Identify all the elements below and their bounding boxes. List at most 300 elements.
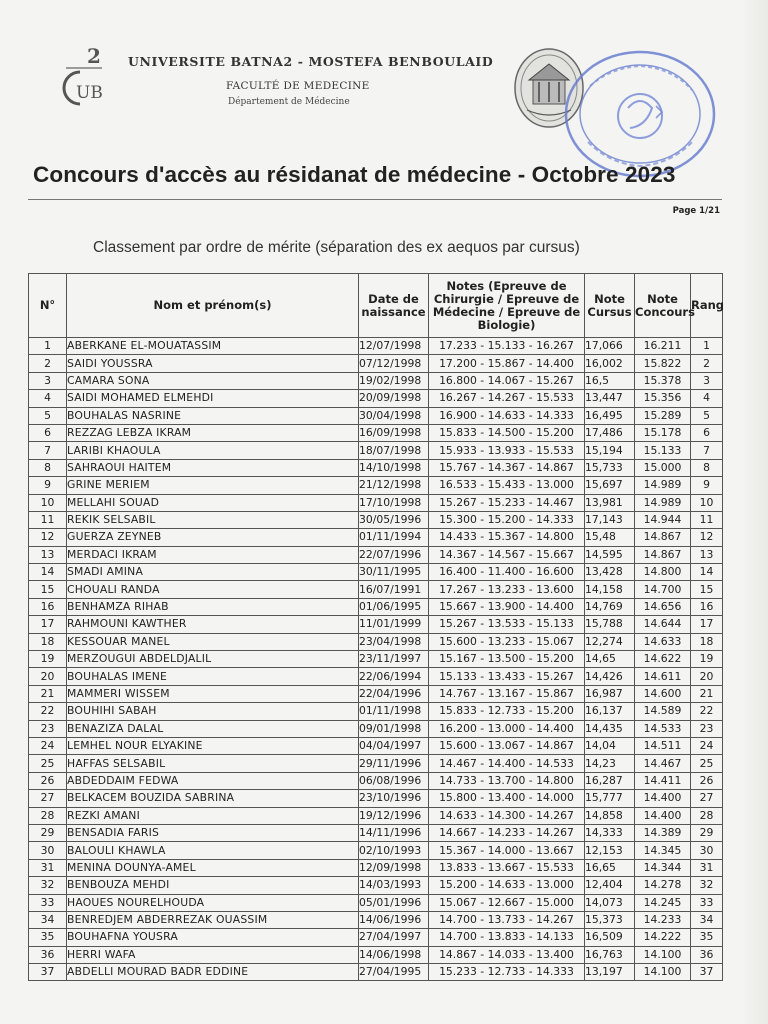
table-row <box>29 633 723 650</box>
cell-notes: 14.633 - 14.300 - 14.267 <box>429 807 585 824</box>
cell-num: 17 <box>29 616 67 633</box>
table-header-row <box>29 274 723 338</box>
cell-note-cursus: 15,373 <box>585 911 635 928</box>
table-row <box>29 529 723 546</box>
cell-note-concours: 14.944 <box>635 511 691 528</box>
cell-notes: 14.767 - 13.167 - 15.867 <box>429 685 585 702</box>
cell-num: 1 <box>29 338 67 355</box>
cell-rank: 24 <box>691 737 723 754</box>
cell-note-cursus: 16,509 <box>585 929 635 946</box>
cell-name: BENSADIA FARIS <box>67 824 359 841</box>
table-row <box>29 720 723 737</box>
cell-num: 7 <box>29 442 67 459</box>
cell-notes: 16.200 - 13.000 - 14.400 <box>429 720 585 737</box>
cell-rank: 20 <box>691 668 723 685</box>
cell-num: 13 <box>29 546 67 563</box>
table-row <box>29 338 723 355</box>
cell-notes: 17.233 - 15.133 - 16.267 <box>429 338 585 355</box>
cell-notes: 15.833 - 14.500 - 15.200 <box>429 424 585 441</box>
cell-note-concours: 14.989 <box>635 477 691 494</box>
ranking-subtitle: Classement par ordre de mérite (séparation des ex aequos par cursus) <box>93 239 580 256</box>
cell-name: BOUHALAS NASRINE <box>67 407 359 424</box>
table-row <box>29 424 723 441</box>
cell-rank: 37 <box>691 964 723 981</box>
cell-birth-date: 05/01/1996 <box>359 894 429 911</box>
cell-num: 37 <box>29 964 67 981</box>
cell-name: REZZAG LEBZA IKRAM <box>67 424 359 441</box>
table-row <box>29 477 723 494</box>
cell-birth-date: 14/10/1998 <box>359 459 429 476</box>
cell-note-cursus: 14,426 <box>585 668 635 685</box>
document-title: Concours d'accès au résidanat de médecine - Octobre 2023 <box>33 162 676 187</box>
cell-birth-date: 12/07/1998 <box>359 338 429 355</box>
cell-note-cursus: 14,435 <box>585 720 635 737</box>
cell-name: SAHRAOUI HAITEM <box>67 459 359 476</box>
cell-name: BALOULI KHAWLA <box>67 842 359 859</box>
cell-notes: 15.933 - 13.933 - 15.533 <box>429 442 585 459</box>
cell-note-concours: 14.533 <box>635 720 691 737</box>
cell-note-cursus: 14,073 <box>585 894 635 911</box>
cell-note-cursus: 16,002 <box>585 355 635 372</box>
cell-num: 19 <box>29 651 67 668</box>
cell-note-cursus: 13,981 <box>585 494 635 511</box>
cell-note-cursus: 13,197 <box>585 964 635 981</box>
cell-rank: 22 <box>691 703 723 720</box>
title-divider <box>28 199 722 200</box>
cell-notes: 17.267 - 13.233 - 13.600 <box>429 581 585 598</box>
cell-num: 28 <box>29 807 67 824</box>
cell-note-concours: 14.400 <box>635 790 691 807</box>
cell-notes: 15.067 - 12.667 - 15.000 <box>429 894 585 911</box>
cell-name: BELKACEM BOUZIDA SABRINA <box>67 790 359 807</box>
cell-birth-date: 02/10/1993 <box>359 842 429 859</box>
cell-name: SMADI AMINA <box>67 564 359 581</box>
cell-rank: 16 <box>691 598 723 615</box>
cell-note-cursus: 12,153 <box>585 842 635 859</box>
official-stamp-icon <box>560 46 716 180</box>
cell-note-cursus: 15,777 <box>585 790 635 807</box>
cell-rank: 29 <box>691 824 723 841</box>
table-row <box>29 703 723 720</box>
cell-note-cursus: 14,65 <box>585 651 635 668</box>
cell-name: MELLAHI SOUAD <box>67 494 359 511</box>
cell-name: REZKI AMANI <box>67 807 359 824</box>
cell-note-cursus: 16,287 <box>585 772 635 789</box>
cell-name: MERZOUGUI ABDELDJALIL <box>67 651 359 668</box>
cell-num: 30 <box>29 842 67 859</box>
cell-rank: 4 <box>691 390 723 407</box>
cell-notes: 15.833 - 12.733 - 15.200 <box>429 703 585 720</box>
cell-note-concours: 15.178 <box>635 424 691 441</box>
cell-note-concours: 14.278 <box>635 877 691 894</box>
cell-note-concours: 14.800 <box>635 564 691 581</box>
header-cursus: Note Cursus <box>585 274 635 338</box>
cell-rank: 18 <box>691 633 723 650</box>
cell-birth-date: 22/06/1994 <box>359 668 429 685</box>
cell-note-cursus: 16,495 <box>585 407 635 424</box>
cell-rank: 15 <box>691 581 723 598</box>
cell-name: MAMMERI WISSEM <box>67 685 359 702</box>
cell-name: BENAZIZA DALAL <box>67 720 359 737</box>
cell-rank: 28 <box>691 807 723 824</box>
cell-note-concours: 16.211 <box>635 338 691 355</box>
cell-name: ABDEDDAIM FEDWA <box>67 772 359 789</box>
cell-notes: 16.400 - 11.400 - 16.600 <box>429 564 585 581</box>
cell-notes: 16.900 - 14.633 - 14.333 <box>429 407 585 424</box>
cell-notes: 16.267 - 14.267 - 15.533 <box>429 390 585 407</box>
cell-note-concours: 14.400 <box>635 807 691 824</box>
cell-num: 4 <box>29 390 67 407</box>
cell-num: 12 <box>29 529 67 546</box>
cell-rank: 5 <box>691 407 723 424</box>
table-row <box>29 355 723 372</box>
cell-rank: 3 <box>691 372 723 389</box>
cell-notes: 13.833 - 13.667 - 15.533 <box>429 859 585 876</box>
cell-notes: 15.267 - 15.233 - 14.467 <box>429 494 585 511</box>
cell-rank: 35 <box>691 929 723 946</box>
cell-birth-date: 16/07/1991 <box>359 581 429 598</box>
cell-birth-date: 29/11/1996 <box>359 755 429 772</box>
cell-birth-date: 12/09/1998 <box>359 859 429 876</box>
cell-note-cursus: 14,595 <box>585 546 635 563</box>
cell-notes: 15.367 - 14.000 - 13.667 <box>429 842 585 859</box>
cell-birth-date: 01/11/1998 <box>359 703 429 720</box>
table-row <box>29 511 723 528</box>
cell-birth-date: 14/06/1996 <box>359 911 429 928</box>
cell-birth-date: 27/04/1995 <box>359 964 429 981</box>
table-row <box>29 546 723 563</box>
cell-birth-date: 14/11/1996 <box>359 824 429 841</box>
page-edge-shadow <box>742 0 768 1024</box>
cell-num: 3 <box>29 372 67 389</box>
cell-note-concours: 14.222 <box>635 929 691 946</box>
cell-note-concours: 14.100 <box>635 964 691 981</box>
cell-notes: 15.800 - 13.400 - 14.000 <box>429 790 585 807</box>
cell-birth-date: 27/04/1997 <box>359 929 429 946</box>
cell-rank: 13 <box>691 546 723 563</box>
cell-notes: 14.467 - 14.400 - 14.533 <box>429 755 585 772</box>
cell-notes: 17.200 - 15.867 - 14.400 <box>429 355 585 372</box>
cell-rank: 32 <box>691 877 723 894</box>
cell-notes: 14.733 - 13.700 - 14.800 <box>429 772 585 789</box>
header-num: N° <box>29 274 67 338</box>
header-notes: Notes (Epreuve de Chirurgie / Epreuve de Médecine / Epreuve de Biologie) <box>429 274 585 338</box>
cell-note-cursus: 15,788 <box>585 616 635 633</box>
cell-name: LEMHEL NOUR ELYAKINE <box>67 737 359 754</box>
cell-birth-date: 17/10/1998 <box>359 494 429 511</box>
cell-name: BENHAMZA RIHAB <box>67 598 359 615</box>
cell-note-concours: 14.656 <box>635 598 691 615</box>
table-row <box>29 459 723 476</box>
cell-num: 18 <box>29 633 67 650</box>
cell-note-cursus: 13,428 <box>585 564 635 581</box>
table-row <box>29 929 723 946</box>
cell-note-concours: 14.411 <box>635 772 691 789</box>
cell-rank: 12 <box>691 529 723 546</box>
cell-birth-date: 19/12/1996 <box>359 807 429 824</box>
cell-name: HAOUES NOURELHOUDA <box>67 894 359 911</box>
cell-rank: 33 <box>691 894 723 911</box>
cell-note-concours: 14.389 <box>635 824 691 841</box>
logo-numeral: 2 <box>87 44 101 68</box>
table-row <box>29 668 723 685</box>
cell-note-concours: 15.000 <box>635 459 691 476</box>
table-row <box>29 824 723 841</box>
cell-birth-date: 20/09/1998 <box>359 390 429 407</box>
university-name: UNIVERSITE BATNA2 - MOSTEFA BENBOULAID <box>128 54 494 69</box>
cell-note-cursus: 16,763 <box>585 946 635 963</box>
cell-notes: 16.800 - 14.067 - 15.267 <box>429 372 585 389</box>
cell-birth-date: 30/11/1995 <box>359 564 429 581</box>
cell-notes: 15.600 - 13.067 - 14.867 <box>429 737 585 754</box>
cell-name: MENINA DOUNYA-AMEL <box>67 859 359 876</box>
cell-name: RAHMOUNI KAWTHER <box>67 616 359 633</box>
cell-notes: 14.867 - 14.033 - 13.400 <box>429 946 585 963</box>
cell-note-cursus: 16,5 <box>585 372 635 389</box>
cell-num: 11 <box>29 511 67 528</box>
cell-num: 10 <box>29 494 67 511</box>
cell-birth-date: 23/04/1998 <box>359 633 429 650</box>
cell-num: 20 <box>29 668 67 685</box>
cell-rank: 2 <box>691 355 723 372</box>
department-name: Département de Médecine <box>228 97 350 107</box>
cell-note-concours: 14.611 <box>635 668 691 685</box>
cell-note-concours: 15.356 <box>635 390 691 407</box>
cell-note-cursus: 15,48 <box>585 529 635 546</box>
table-row <box>29 946 723 963</box>
cell-rank: 11 <box>691 511 723 528</box>
cell-rank: 26 <box>691 772 723 789</box>
cell-num: 6 <box>29 424 67 441</box>
cell-note-cursus: 14,04 <box>585 737 635 754</box>
cell-note-cursus: 14,23 <box>585 755 635 772</box>
cell-rank: 14 <box>691 564 723 581</box>
cell-notes: 15.133 - 13.433 - 15.267 <box>429 668 585 685</box>
cell-note-cursus: 12,274 <box>585 633 635 650</box>
cell-note-concours: 14.867 <box>635 529 691 546</box>
cell-note-concours: 14.867 <box>635 546 691 563</box>
table-row <box>29 494 723 511</box>
cell-note-concours: 14.589 <box>635 703 691 720</box>
cell-name: HERRI WAFA <box>67 946 359 963</box>
cell-birth-date: 18/07/1998 <box>359 442 429 459</box>
cell-note-cursus: 15,697 <box>585 477 635 494</box>
cell-birth-date: 07/12/1998 <box>359 355 429 372</box>
cell-name: CAMARA SONA <box>67 372 359 389</box>
cell-notes: 16.533 - 15.433 - 13.000 <box>429 477 585 494</box>
cell-notes: 14.367 - 14.567 - 15.667 <box>429 546 585 563</box>
cell-rank: 23 <box>691 720 723 737</box>
cell-notes: 14.700 - 13.733 - 14.267 <box>429 911 585 928</box>
header-name: Nom et prénom(s) <box>67 274 359 338</box>
cell-notes: 15.767 - 14.367 - 14.867 <box>429 459 585 476</box>
cell-note-concours: 14.233 <box>635 911 691 928</box>
cell-note-cursus: 15,194 <box>585 442 635 459</box>
cell-num: 5 <box>29 407 67 424</box>
cell-rank: 9 <box>691 477 723 494</box>
cell-birth-date: 01/11/1994 <box>359 529 429 546</box>
cell-birth-date: 23/10/1996 <box>359 790 429 807</box>
cell-rank: 21 <box>691 685 723 702</box>
cell-birth-date: 16/09/1998 <box>359 424 429 441</box>
table-row <box>29 737 723 754</box>
table-row <box>29 842 723 859</box>
cell-note-concours: 15.133 <box>635 442 691 459</box>
cell-note-cursus: 16,65 <box>585 859 635 876</box>
table-row <box>29 894 723 911</box>
cell-num: 15 <box>29 581 67 598</box>
cell-note-cursus: 15,733 <box>585 459 635 476</box>
cell-name: REKIK SELSABIL <box>67 511 359 528</box>
ranking-table-body <box>29 338 723 981</box>
cell-rank: 1 <box>691 338 723 355</box>
cell-notes: 14.433 - 15.367 - 14.800 <box>429 529 585 546</box>
table-row <box>29 598 723 615</box>
cell-num: 21 <box>29 685 67 702</box>
cell-num: 32 <box>29 877 67 894</box>
table-row <box>29 807 723 824</box>
cell-birth-date: 22/04/1996 <box>359 685 429 702</box>
cell-num: 9 <box>29 477 67 494</box>
table-row <box>29 407 723 424</box>
cell-notes: 15.233 - 12.733 - 14.333 <box>429 964 585 981</box>
cell-name: BENBOUZA MEHDI <box>67 877 359 894</box>
cell-num: 25 <box>29 755 67 772</box>
cell-note-concours: 14.100 <box>635 946 691 963</box>
header-birth: Date de naissance <box>359 274 429 338</box>
cell-note-concours: 14.989 <box>635 494 691 511</box>
cell-birth-date: 01/06/1995 <box>359 598 429 615</box>
cell-birth-date: 30/05/1996 <box>359 511 429 528</box>
cell-rank: 17 <box>691 616 723 633</box>
cell-notes: 15.267 - 13.533 - 15.133 <box>429 616 585 633</box>
cell-note-cursus: 14,858 <box>585 807 635 824</box>
cell-note-concours: 14.644 <box>635 616 691 633</box>
cell-rank: 31 <box>691 859 723 876</box>
cell-notes: 15.167 - 13.500 - 15.200 <box>429 651 585 668</box>
cell-num: 2 <box>29 355 67 372</box>
cell-note-cursus: 17,143 <box>585 511 635 528</box>
cell-note-concours: 14.245 <box>635 894 691 911</box>
cell-rank: 36 <box>691 946 723 963</box>
cell-name: MERDACI IKRAM <box>67 546 359 563</box>
cell-name: BOUHIHI SABAH <box>67 703 359 720</box>
cell-birth-date: 19/02/1998 <box>359 372 429 389</box>
table-row <box>29 790 723 807</box>
cell-name: HAFFAS SELSABIL <box>67 755 359 772</box>
cell-note-cursus: 14,769 <box>585 598 635 615</box>
table-row <box>29 581 723 598</box>
cell-birth-date: 04/04/1997 <box>359 737 429 754</box>
cell-num: 8 <box>29 459 67 476</box>
cell-notes: 14.700 - 13.833 - 14.133 <box>429 929 585 946</box>
table-row <box>29 772 723 789</box>
cell-birth-date: 09/01/1998 <box>359 720 429 737</box>
table-row <box>29 877 723 894</box>
cell-num: 23 <box>29 720 67 737</box>
cell-rank: 10 <box>691 494 723 511</box>
cell-note-cursus: 16,137 <box>585 703 635 720</box>
cell-note-concours: 14.345 <box>635 842 691 859</box>
cell-rank: 30 <box>691 842 723 859</box>
cell-note-concours: 15.822 <box>635 355 691 372</box>
cell-note-cursus: 14,158 <box>585 581 635 598</box>
cell-birth-date: 11/01/1999 <box>359 616 429 633</box>
header-concours: Note Concours <box>635 274 691 338</box>
table-row <box>29 442 723 459</box>
cell-num: 27 <box>29 790 67 807</box>
cell-num: 24 <box>29 737 67 754</box>
table-row <box>29 859 723 876</box>
cell-num: 33 <box>29 894 67 911</box>
cell-rank: 8 <box>691 459 723 476</box>
ranking-table <box>28 273 723 981</box>
cell-num: 36 <box>29 946 67 963</box>
cell-rank: 7 <box>691 442 723 459</box>
table-row <box>29 616 723 633</box>
cell-rank: 19 <box>691 651 723 668</box>
cell-rank: 6 <box>691 424 723 441</box>
cell-name: ABDELLI MOURAD BADR EDDINE <box>67 964 359 981</box>
faculty-name: FACULTÉ DE MEDECINE <box>226 80 370 92</box>
cell-birth-date: 14/06/1998 <box>359 946 429 963</box>
cell-note-concours: 15.289 <box>635 407 691 424</box>
cell-note-concours: 14.633 <box>635 633 691 650</box>
cell-name: BOUHAFNA YOUSRA <box>67 929 359 946</box>
cell-note-concours: 14.700 <box>635 581 691 598</box>
table-row <box>29 755 723 772</box>
header-rank: Rang <box>691 274 723 338</box>
cell-name: SAIDI MOHAMED ELMEHDI <box>67 390 359 407</box>
cell-note-cursus: 14,333 <box>585 824 635 841</box>
cell-notes: 15.600 - 13.233 - 15.067 <box>429 633 585 650</box>
university-logo-icon <box>58 44 108 106</box>
cell-num: 34 <box>29 911 67 928</box>
cell-num: 14 <box>29 564 67 581</box>
cell-note-concours: 14.511 <box>635 737 691 754</box>
cell-rank: 27 <box>691 790 723 807</box>
cell-birth-date: 23/11/1997 <box>359 651 429 668</box>
cell-name: GRINE MERIEM <box>67 477 359 494</box>
cell-note-concours: 14.467 <box>635 755 691 772</box>
table-row <box>29 372 723 389</box>
cell-name: SAIDI YOUSSRA <box>67 355 359 372</box>
cell-notes: 15.200 - 14.633 - 13.000 <box>429 877 585 894</box>
cell-note-cursus: 17,066 <box>585 338 635 355</box>
table-row <box>29 390 723 407</box>
cell-birth-date: 22/07/1996 <box>359 546 429 563</box>
cell-notes: 15.300 - 15.200 - 14.333 <box>429 511 585 528</box>
cell-name: GUERZA ZEYNEB <box>67 529 359 546</box>
cell-rank: 34 <box>691 911 723 928</box>
cell-birth-date: 14/03/1993 <box>359 877 429 894</box>
table-row <box>29 964 723 981</box>
table-row <box>29 685 723 702</box>
table-row <box>29 564 723 581</box>
cell-name: BENREDJEM ABDERREZAK OUASSIM <box>67 911 359 928</box>
cell-name: BOUHALAS IMENE <box>67 668 359 685</box>
cell-num: 16 <box>29 598 67 615</box>
cell-num: 22 <box>29 703 67 720</box>
cell-note-cursus: 16,987 <box>585 685 635 702</box>
table-row <box>29 651 723 668</box>
cell-note-cursus: 17,486 <box>585 424 635 441</box>
cell-note-cursus: 12,404 <box>585 877 635 894</box>
cell-num: 35 <box>29 929 67 946</box>
cell-note-cursus: 13,447 <box>585 390 635 407</box>
cell-rank: 25 <box>691 755 723 772</box>
table-row <box>29 911 723 928</box>
